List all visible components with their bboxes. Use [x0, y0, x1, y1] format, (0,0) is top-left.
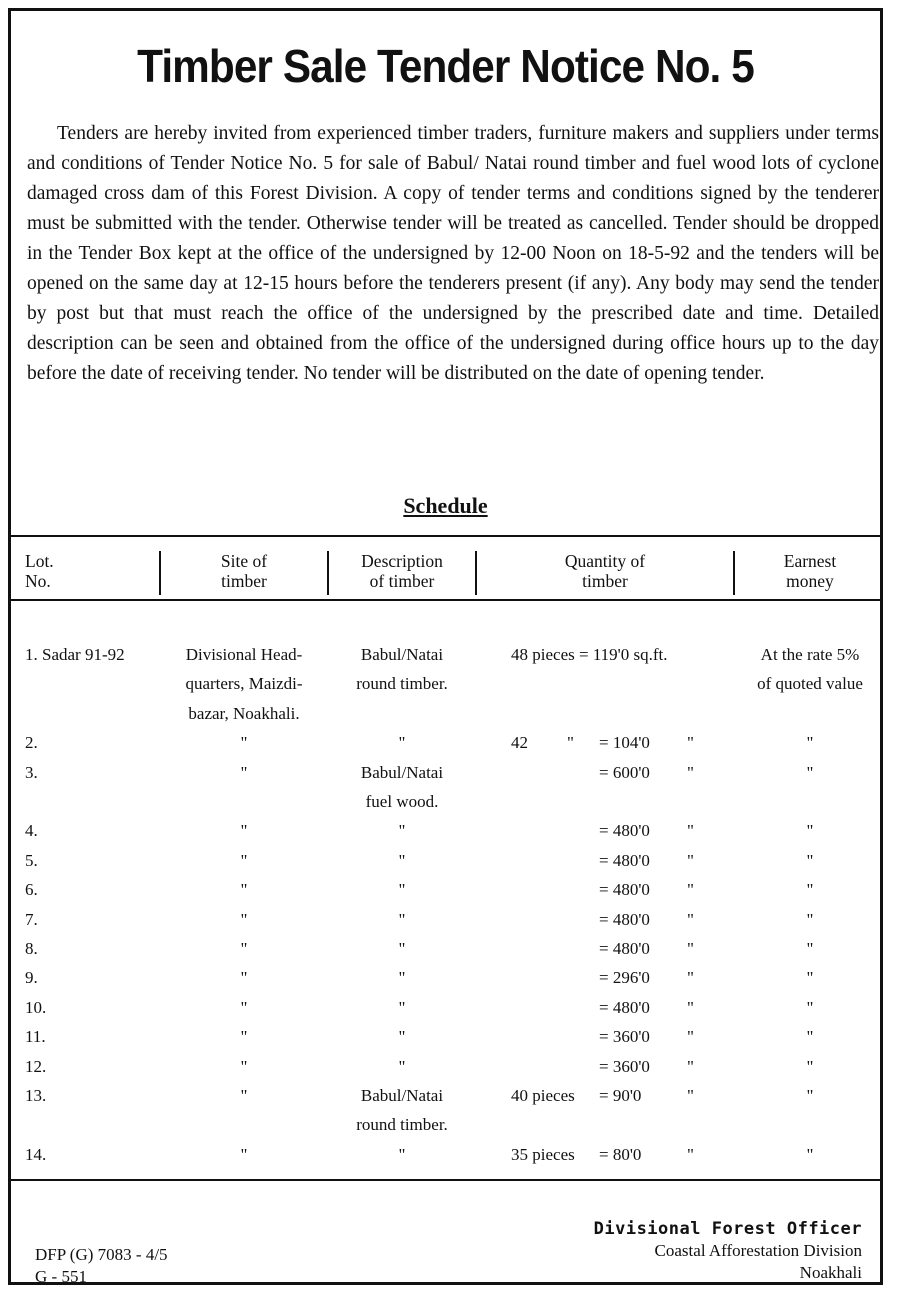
header-quantity: Quantity of timber	[564, 551, 646, 591]
cell-qty-post: "	[687, 821, 694, 841]
cell-site: "	[240, 1056, 248, 1076]
cell-lot: 5.	[25, 850, 38, 870]
cell-qty-post: "	[687, 1056, 694, 1076]
cell-lot: 2.	[25, 733, 38, 753]
cell-qty: = 80'0	[599, 1144, 642, 1164]
cell-desc: "	[398, 1027, 406, 1047]
cell-earnest: "	[806, 1086, 814, 1105]
cell-desc: "	[398, 1144, 406, 1164]
cell-earnest: "	[806, 850, 814, 870]
cell-qty: = 360'0	[599, 1027, 650, 1047]
cell-earnest: "	[806, 733, 814, 753]
cell-qty: = 480'0	[599, 850, 650, 870]
cell-qty: = 600'0	[599, 762, 650, 782]
header-site: Site of timber	[220, 551, 268, 591]
cell-desc: "	[398, 850, 406, 870]
cell-earnest: "	[806, 821, 814, 841]
cell-site: quarters, Maizdi-	[185, 674, 303, 694]
cell-earnest: "	[806, 909, 814, 929]
cell-qty-pre: 42	[511, 733, 528, 753]
cell-earnest: "	[806, 939, 814, 958]
cell-earnest: "	[806, 762, 814, 782]
cell-lot: 6.	[25, 880, 38, 900]
cell-site: "	[240, 997, 248, 1017]
cell-desc: Babul/Natai	[360, 1086, 444, 1105]
cell-earnest: of quoted value	[757, 674, 863, 694]
header-lot: Lot. No.	[25, 551, 54, 591]
signature-block	[594, 1218, 862, 1284]
cell-desc: "	[398, 1056, 406, 1076]
cell-earnest: "	[806, 997, 814, 1017]
cell-lot: 7.	[25, 909, 38, 929]
cell-site: "	[240, 1144, 248, 1164]
cell-lot: 10.	[25, 997, 47, 1017]
cell-desc: "	[398, 880, 406, 900]
cell-desc: round timber.	[356, 1115, 448, 1135]
cell-site: "	[240, 968, 248, 988]
cell-lot: 4.	[25, 821, 38, 841]
cell-qty: = 360'0	[599, 1056, 650, 1076]
cell-earnest: "	[806, 1144, 814, 1164]
cell-qty: = 480'0	[599, 821, 650, 841]
cell-qty-pre: 40 pieces	[511, 1086, 575, 1105]
cell-site: "	[240, 1027, 248, 1047]
cell-desc: fuel wood.	[365, 792, 439, 811]
place-name: Noakhali	[799, 1263, 862, 1282]
cell-qty: 48 pieces = 119'0 sq.ft.	[511, 645, 668, 664]
table-bottom-rule	[11, 1179, 880, 1181]
cell-qty-pre: 35 pieces	[511, 1144, 575, 1164]
cell-qty-post: "	[687, 997, 694, 1017]
cell-lot: 12.	[25, 1056, 47, 1076]
cell-site: "	[240, 939, 248, 958]
cell-qty-ditto: "	[567, 733, 574, 753]
cell-desc: "	[398, 909, 406, 929]
cell-lot: 1. Sadar 91-92	[25, 645, 125, 664]
cell-qty-post: "	[687, 939, 694, 958]
schedule-heading: Schedule	[403, 493, 488, 518]
cell-qty: = 480'0	[599, 909, 650, 929]
cell-qty-post: "	[687, 850, 694, 870]
cell-desc: "	[398, 968, 406, 988]
cell-lot: 8.	[25, 939, 38, 958]
cell-qty: = 296'0	[599, 968, 650, 988]
cell-site: "	[240, 821, 248, 841]
officer-title: Divisional Forest Officer	[593, 1219, 862, 1239]
cell-lot: 3.	[25, 762, 38, 782]
header-earnest: Earnest money	[783, 551, 837, 591]
cell-site: "	[240, 909, 248, 929]
cell-qty-post: "	[687, 880, 694, 900]
cell-site: "	[240, 762, 248, 782]
notice-frame	[8, 8, 883, 1285]
cell-site: "	[240, 850, 248, 870]
cell-qty-post: "	[687, 1086, 694, 1105]
notice-title: Timber Sale Tender Notice No. 5	[137, 40, 754, 92]
cell-desc: Babul/Natai	[360, 645, 444, 664]
cell-desc: "	[398, 939, 406, 958]
cell-qty-post: "	[687, 1027, 694, 1047]
reference-number: G - 551	[35, 1267, 87, 1286]
cell-desc: "	[398, 733, 406, 753]
reference-code: DFP (G) 7083 - 4/5	[35, 1245, 168, 1264]
cell-site: bazar, Noakhali.	[188, 703, 300, 723]
cell-desc: Babul/Natai	[360, 762, 444, 782]
division-name: Coastal Afforestation Division	[654, 1241, 862, 1260]
intro-paragraph: Tenders are hereby invited from experienced timber traders, furniture makers and suppliers under terms and conditions of Tender Notice No. 5 for sale of Babul/ Natai round timber and fuel wood lots of cyclone damaged cross dam of this Forest Division. A copy of tender terms and conditions signed by the tenderer must be submitted with the tender. Otherwise tender will be treated as cancelled. Tender should be dropped in the Tender Box kept at the office of the undersigned by 12-00 Noon on 18-5-92 and the tenders will be opened on the same day at 12-15 hours before the tenderers present (if any). Any body may send the tender by post but that must reach the office of the undersigned by the prescribed date and time. Detailed description can be seen and obtained from the office of the undersigned during office hours up to the day before the date of receiving tender. No tender will be distributed on the date of opening tender.	[27, 123, 879, 384]
cell-earnest: "	[806, 968, 814, 988]
table-top-rule	[11, 535, 880, 537]
cell-qty-post: "	[687, 968, 694, 988]
cell-qty: = 480'0	[599, 939, 650, 958]
cell-qty-post: "	[687, 1144, 694, 1164]
cell-site: Divisional Head-	[185, 645, 303, 664]
header-description: Description of timber	[361, 551, 443, 591]
cell-lot: 13.	[25, 1086, 47, 1105]
cell-qty: = 104'0	[599, 733, 650, 753]
cell-desc: "	[398, 997, 406, 1017]
cell-earnest: "	[806, 880, 814, 900]
reference-block	[35, 1244, 168, 1288]
cell-earnest: "	[806, 1056, 814, 1076]
cell-lot: 14.	[25, 1144, 47, 1164]
cell-site: "	[240, 880, 248, 900]
cell-site: "	[240, 733, 248, 753]
cell-qty: = 90'0	[599, 1086, 642, 1105]
cell-desc: round timber.	[356, 674, 448, 694]
cell-qty-post: "	[687, 733, 694, 753]
cell-qty: = 480'0	[599, 997, 650, 1017]
cell-earnest: At the rate 5%	[760, 645, 860, 664]
cell-site: "	[240, 1086, 248, 1105]
cell-desc: "	[398, 821, 406, 841]
cell-lot: 11.	[25, 1027, 46, 1047]
cell-qty-post: "	[687, 762, 694, 782]
cell-qty: = 480'0	[599, 880, 650, 900]
cell-qty-post: "	[687, 909, 694, 929]
cell-lot: 9.	[25, 968, 38, 988]
table-header-rule	[11, 599, 880, 601]
cell-earnest: "	[806, 1027, 814, 1047]
